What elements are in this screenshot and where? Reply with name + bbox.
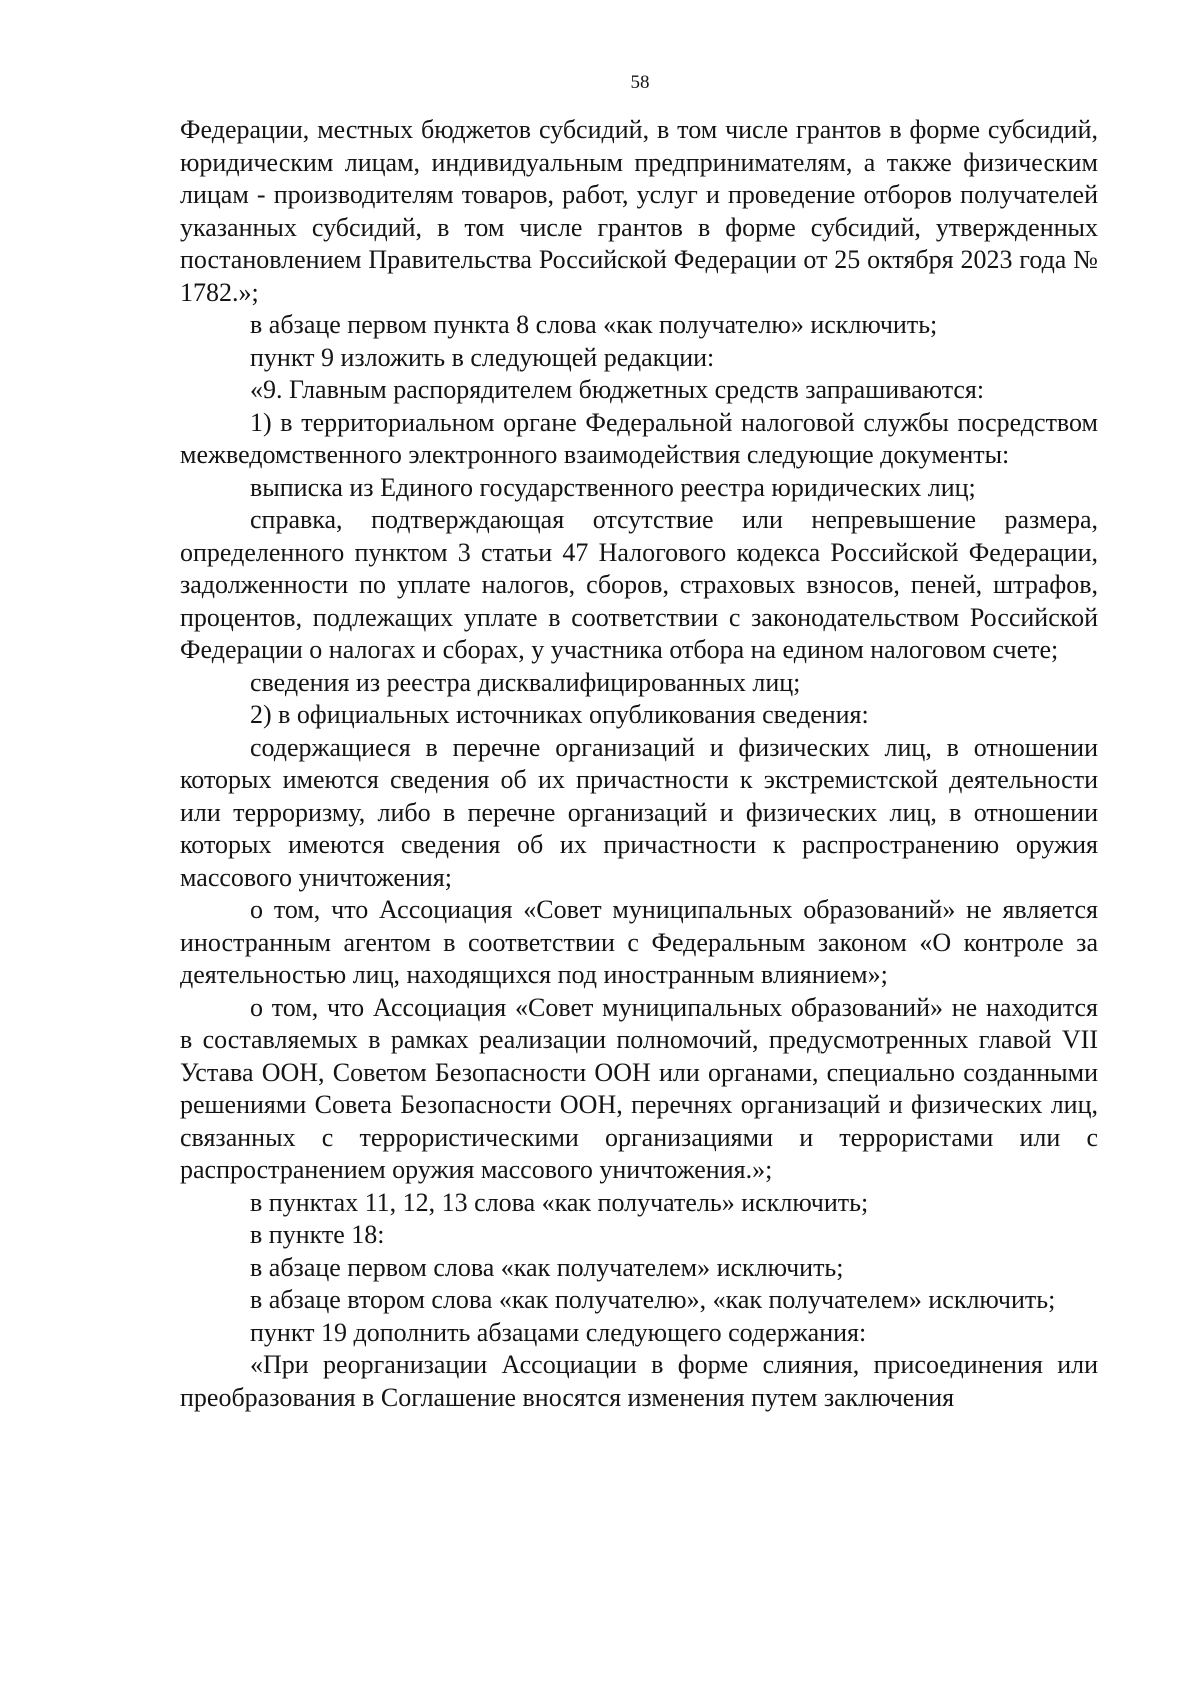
paragraph: о том, что Ассоциация «Совет муниципальных образований» не находится в составляемых в рамках реализации полномочий, предусмотренных главой VII Устава ООН, Советом Безопасности ООН или органами, специально созданными решениями Совета Безопасности ООН, перечнях организаций и физических лиц, связанных с террористическими организациями и террористами или с распространением оружия массового уничтожения.»; (180, 992, 1098, 1184)
paragraph: пункт 9 изложить в следующей редакции: (250, 342, 715, 372)
document-body (180, 114, 1098, 1414)
paragraph: справка, подтверждающая отсутствие или непревышение размера, определенного пунктом 3 статьи 47 Налогового кодекса Российской Федерации, задолженности по уплате налогов, сборов, страховых взносов, пеней, штрафов, процентов, подлежащих уплате в соответствии с законодательством Российской Федерации о налогах и сборах, у участника отбора на едином налоговом счете; (180, 505, 1098, 664)
paragraph: Федерации, местных бюджетов субсидий, в том числе грантов в форме субсидий, юридическим лицам, индивидуальным предпринимателям, а также физическим лицам - производителям товаров, работ, услуг и проведение отборов получателей указанных субсидий, в том числе грантов в форме субсидий, утвержденных постановлением Правительства Российской Федерации от 25 октября 2023 года № 1782.»; (180, 115, 1098, 307)
paragraph: в абзаце первом пункта 8 слова «как получателю» исключить; (250, 310, 938, 339)
paragraph: содержащиеся в перечне организаций и физических лиц, в отношении которых имеются сведения об их причастности к экстремистской деятельности или терроризму, либо в перечне организаций и физических лиц, в отношении которых имеются сведения об их причастности к распространению оружия массового уничтожения; (180, 732, 1098, 892)
paragraph: сведения из реестра дисквалифицированных лиц; (250, 667, 801, 697)
paragraph: пункт 19 дополнить абзацами следующего содержания: (250, 1317, 867, 1347)
paragraph: в абзаце первом слова «как получателем» исключить; (250, 1252, 844, 1282)
paragraph: выписка из Единого государственного реестра юридических лиц; (250, 472, 976, 502)
paragraph: в пунктах 11, 12, 13 слова «как получатель» исключить; (250, 1187, 869, 1217)
paragraph: о том, что Ассоциация «Совет муниципальных образований» не является иностранным агентом в соответствии с Федеральным законом «О контроле за деятельностью лиц, находящихся под иностранным влиянием»; (180, 895, 1098, 989)
paragraph: 2) в официальных источниках опубликования сведения: (250, 700, 869, 729)
paragraph: в пункте 18: (250, 1220, 385, 1249)
paragraph: «9. Главным распорядителем бюджетных средств запрашиваются: (250, 375, 985, 404)
page-number: 58 (630, 72, 650, 93)
paragraph: 1) в территориальном органе Федеральной налоговой службы посредством межведомственного электронного взаимодействия следующие документы: (180, 407, 1098, 469)
paragraph: в абзаце втором слова «как получателю», «как получателем» исключить; (250, 1285, 1056, 1314)
paragraph: «При реорганизации Ассоциации в форме слияния, присоединения или преобразования в Соглашение вносятся изменения путем заключения (180, 1350, 1098, 1412)
